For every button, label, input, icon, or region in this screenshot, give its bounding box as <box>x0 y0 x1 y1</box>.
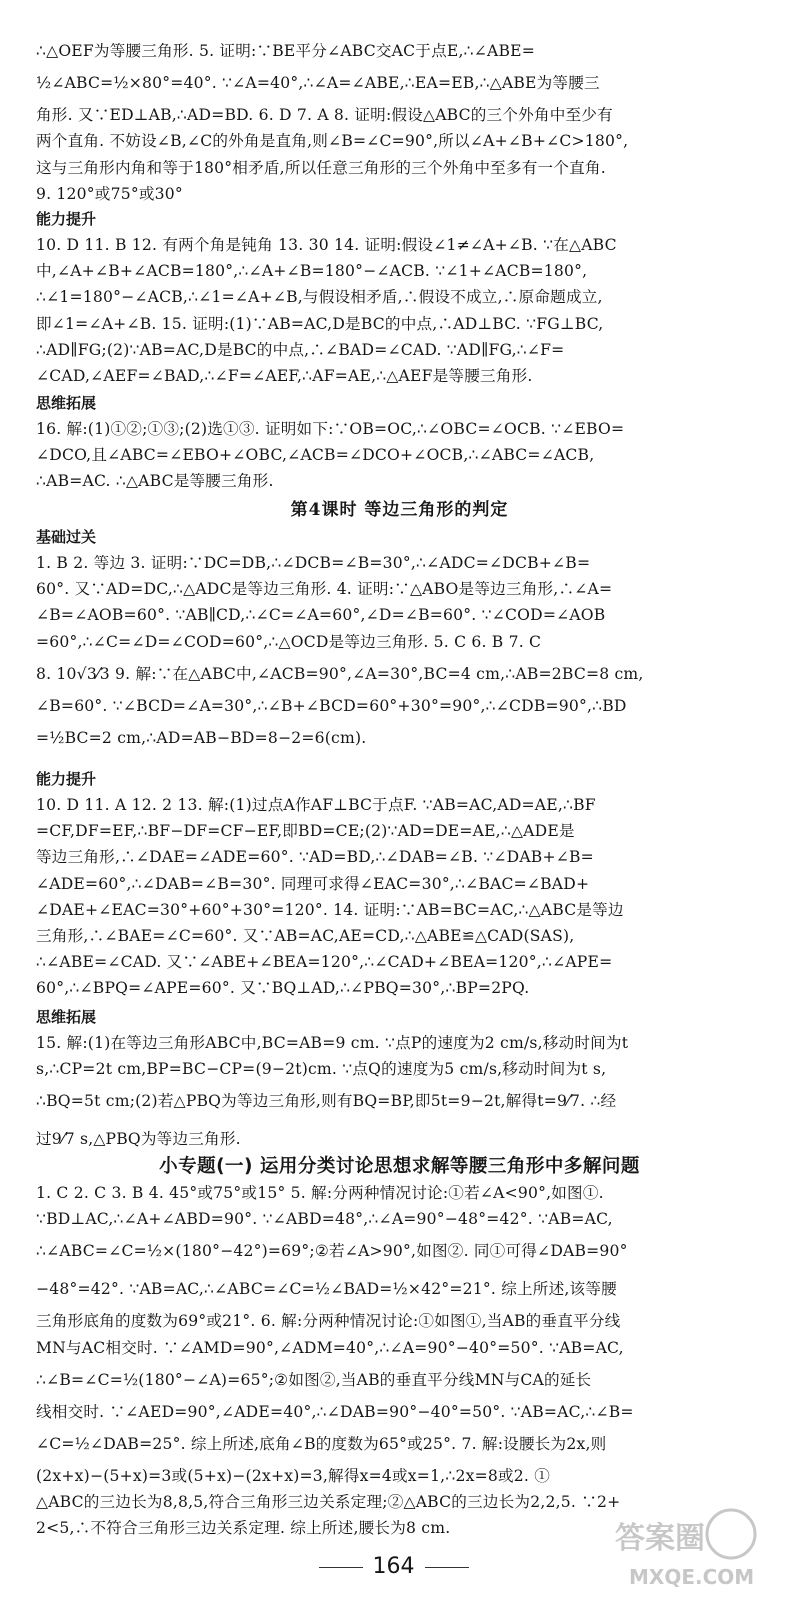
text-line: 三角形底角的度数为69°或21°. 6. 解:分两种情况讨论:①如图①,当AB的垂直平分线 <box>36 1312 621 1331</box>
text-line: ∠DCO,且∠ABC=∠EBO+∠OBC,∠ACB=∠DCO+∠OCB,∴∠ABC=∠ACB, <box>36 446 595 465</box>
section-heading: 能力提升 <box>36 210 97 228</box>
text-line: ∴BQ=5t cm;(2)若△PBQ为等边三角形,则有BQ=BP,即5t=9−2t,解得t=9⁄7. ∴经 <box>36 1092 617 1111</box>
text-line: 10. D 11. B 12. 有两个角是钝角 13. 30 14. 证明:假设∠1≠∠A+∠B. ∵在△ABC <box>36 236 617 254</box>
footer-dash-right <box>425 1567 469 1568</box>
text-line: =60°,∴∠C=∠D=∠COD=60°,∴△OCD是等边三角形. 5. C 6. B 7. C <box>36 632 542 651</box>
topic-title: 小专题(一) 运用分类讨论思想求解等腰三角形中多解问题 <box>159 1156 640 1177</box>
text-line: −48°=42°. ∵AB=AC,∴∠ABC=∠C=½∠BAD=½×42°=21°. 综上所述,该等腰 <box>36 1280 617 1299</box>
text-line: ∴∠ABE=∠CAD. 又∵∠ABE+∠BEA=120°,∴∠CAD+∠BEA=120°,∴∠APE= <box>36 953 613 972</box>
footer-dash-left <box>319 1567 363 1568</box>
text-line: ∴∠ABC=∠C=½×(180°−42°)=69°;②若∠A>90°,如图②. 同①可得∠DAB=90° <box>36 1242 628 1261</box>
text-line: ∵BD⊥AC,∴∠A+∠ABD=90°. ∵∠ABD=48°,∴∠A=90°−48°=42°. ∵AB=AC, <box>36 1210 613 1229</box>
page-number: 164 <box>372 1554 415 1579</box>
text-line: MN与AC相交时. ∵∠AMD=90°,∠ADM=40°,∴∠A=90°−40°=50°. ∵AB=AC, <box>36 1338 624 1357</box>
text-line: 60°,∴∠BPQ=∠APE=60°. 又∵BQ⊥AD,∴∠PBQ=30°,∴BP=2PQ. <box>36 979 530 998</box>
text-line: 16. 解:(1)①②;①③;(2)选①③. 证明如下:∵OB=OC,∴∠OBC=∠OCB. ∵∠EBO= <box>36 420 625 438</box>
text-line: ∠ADE=60°,∴∠DAB=∠B=30°. 同理可求得∠EAC=30°,∴∠BAC=∠BAD+ <box>36 874 590 893</box>
text-line: 2<5,∴不符合三角形三边关系定理. 综上所述,腰长为8 cm. <box>36 1519 451 1538</box>
text-line: ∠C=½∠DAB=25°. 综上所述,底角∠B的度数为65°或25°. 7. 解:设腰长为2x,则 <box>36 1434 607 1453</box>
answers-lesson4-extension <box>36 1030 763 1158</box>
text-line: 即∠1=∠A+∠B. 15. 证明:(1)∵AB=AC,D是BC的中点,∴AD⊥BC. ∵FG⊥BC, <box>36 314 604 333</box>
section-heading: 能力提升 <box>36 770 97 788</box>
text-line: ½∠ABC=½×80°=40°. ∵∠A=40°,∴∠A=∠ABE,∴EA=EB,∴△ABE为等腰三 <box>36 74 600 93</box>
text-line: s,∴CP=2t cm,BP=BC−CP=(9−2t)cm. ∵点Q的速度为5 cm/s,移动时间为t s, <box>36 1060 607 1079</box>
watermark-url: MXQE.COM <box>629 1565 755 1589</box>
text-line: ∠CAD,∠AEF=∠BAD,∴∠F=∠AEF,∴AF=AE,∴△AEF是等腰三角形. <box>36 366 533 385</box>
text-line: ∴AD∥FG;(2)∵AB=AC,D是BC的中点,∴∠BAD=∠CAD. ∵AD∥FG,∴∠F= <box>36 340 565 359</box>
text-line: 这与三角形内角和等于180°相矛盾,所以任意三角形的三个外角中至多有一个直角. <box>36 158 606 177</box>
text-line: ∴△OEF为等腰三角形. 5. 证明:∵BE平分∠ABC交AC于点E,∴∠ABE= <box>36 42 535 60</box>
text-line: 两个直角. 不妨设∠B,∠C的外角是直角,则∠B=∠C=90°,所以∠A+∠B+∠C>180°, <box>36 132 629 151</box>
text-line: 角形. 又∵ED⊥AB,∴AD=BD. 6. D 7. A 8. 证明:假设△ABC的三个外角中至少有 <box>36 106 613 125</box>
text-line: 中,∠A+∠B+∠ACB=180°,∴∠A+∠B=180°−∠ACB. ∵∠1+∠ACB=180°, <box>36 262 588 281</box>
text-line: 三角形,∴∠BAE=∠C=60°. 又∵AB=AC,AE=CD,∴△ABE≌△CAD(SAS), <box>36 926 575 945</box>
text-line: ∴∠B=∠C=½(180°−∠A)=65°;②如图②,当AB的垂直平分线MN与CA的延长 <box>36 1370 592 1389</box>
text-line: 15. 解:(1)在等边三角形ABC中,BC=AB=9 cm. ∵点P的速度为2 cm/s,移动时间为t <box>36 1034 629 1052</box>
answers-lesson3-ability <box>36 232 763 389</box>
text-line: 10. D 11. A 12. 2 13. 解:(1)过点A作AF⊥BC于点F. ∵AB=AC,AD=AE,∴BF <box>36 796 596 814</box>
text-line: 9. 120°或75°或30° <box>36 184 183 203</box>
text-line: =CF,DF=EF,∴BF−DF=CF−EF,即BD=CE;(2)∵AD=DE=AE,∴△ADE是 <box>36 822 575 841</box>
section-heading: 基础过关 <box>36 528 97 546</box>
text-line: △ABC的三边长为8,8,5,符合三角形三边关系定理;②△ABC的三边长为2,2,5. ∵2+ <box>36 1493 621 1512</box>
text-line: ∠B=60°. ∵∠BCD=∠A=30°,∴∠B+∠BCD=60°+30°=90°,∴∠CDB=90°,∴BD <box>36 696 627 715</box>
text-line: 60°. 又∵AD=DC,∴△ADC是等边三角形. 4. 证明:∵△ABO是等边三角形,∴∠A= <box>36 580 613 599</box>
text-line: 8. 10√3⁄3 9. 解:∵在△ABC中,∠ACB=90°,∠A=30°,BC=4 cm,∴AB=2BC=8 cm, <box>36 664 644 683</box>
text-line: (2x+x)−(5+x)=3或(5+x)−(2x+x)=3,解得x=4或x=1,∴2x=8或2. ① <box>36 1466 550 1485</box>
text-line: ∠B=∠AOB=60°. ∵AB∥CD,∴∠C=∠A=60°,∠D=∠B=60°. ∵∠COD=∠AOB <box>36 606 606 625</box>
text-line: ∠DAE+∠EAC=30°+60°+30°=120°. 14. 证明:∵AB=BC=AC,∴△ABC是等边 <box>36 900 624 919</box>
answers-lesson3-extension <box>36 416 763 495</box>
answers-lesson3-basic <box>36 38 763 207</box>
watermark-text: 答案圈 <box>615 1521 705 1556</box>
text-line: 线相交时. ∵∠AED=90°,∠ADE=40°,∴∠DAB=90°−40°=50°. ∵AB=AC,∴∠B= <box>36 1402 634 1421</box>
text-line: ∴AB=AC. ∴△ABC是等腰三角形. <box>36 472 274 491</box>
watermark-logo <box>609 1504 779 1594</box>
text-line: 1. B 2. 等边 3. 证明:∵DC=DB,∴∠DCB=∠B=30°,∴∠ADC=∠DCB+∠B= <box>36 554 591 572</box>
answers-lesson4-ability <box>36 792 763 1002</box>
lesson-title: 第4课时 等边三角形的判定 <box>290 500 509 520</box>
text-line: 1. C 2. C 3. B 4. 45°或75°或15° 5. 解:分两种情况讨论:①若∠A<90°,如图①. <box>36 1184 604 1202</box>
section-heading: 思维拓展 <box>36 394 97 412</box>
text-line: 等边三角形,∴∠DAE=∠ADE=60°. ∵AD=BD,∴∠DAB=∠B. ∵∠DAB+∠B= <box>36 848 594 867</box>
section-heading: 思维拓展 <box>36 1008 97 1026</box>
text-line: ∴∠1=180°−∠ACB,∴∠1=∠A+∠B,与假设相矛盾,∴假设不成立,∴原命题成立, <box>36 288 603 307</box>
answers-special-topic <box>36 1180 763 1542</box>
text-line: =½BC=2 cm,∴AD=AB−BD=8−2=6(cm). <box>36 728 367 747</box>
text-line: 过9⁄7 s,△PBQ为等边三角形. <box>36 1130 241 1149</box>
answers-lesson4-basic <box>36 550 763 757</box>
